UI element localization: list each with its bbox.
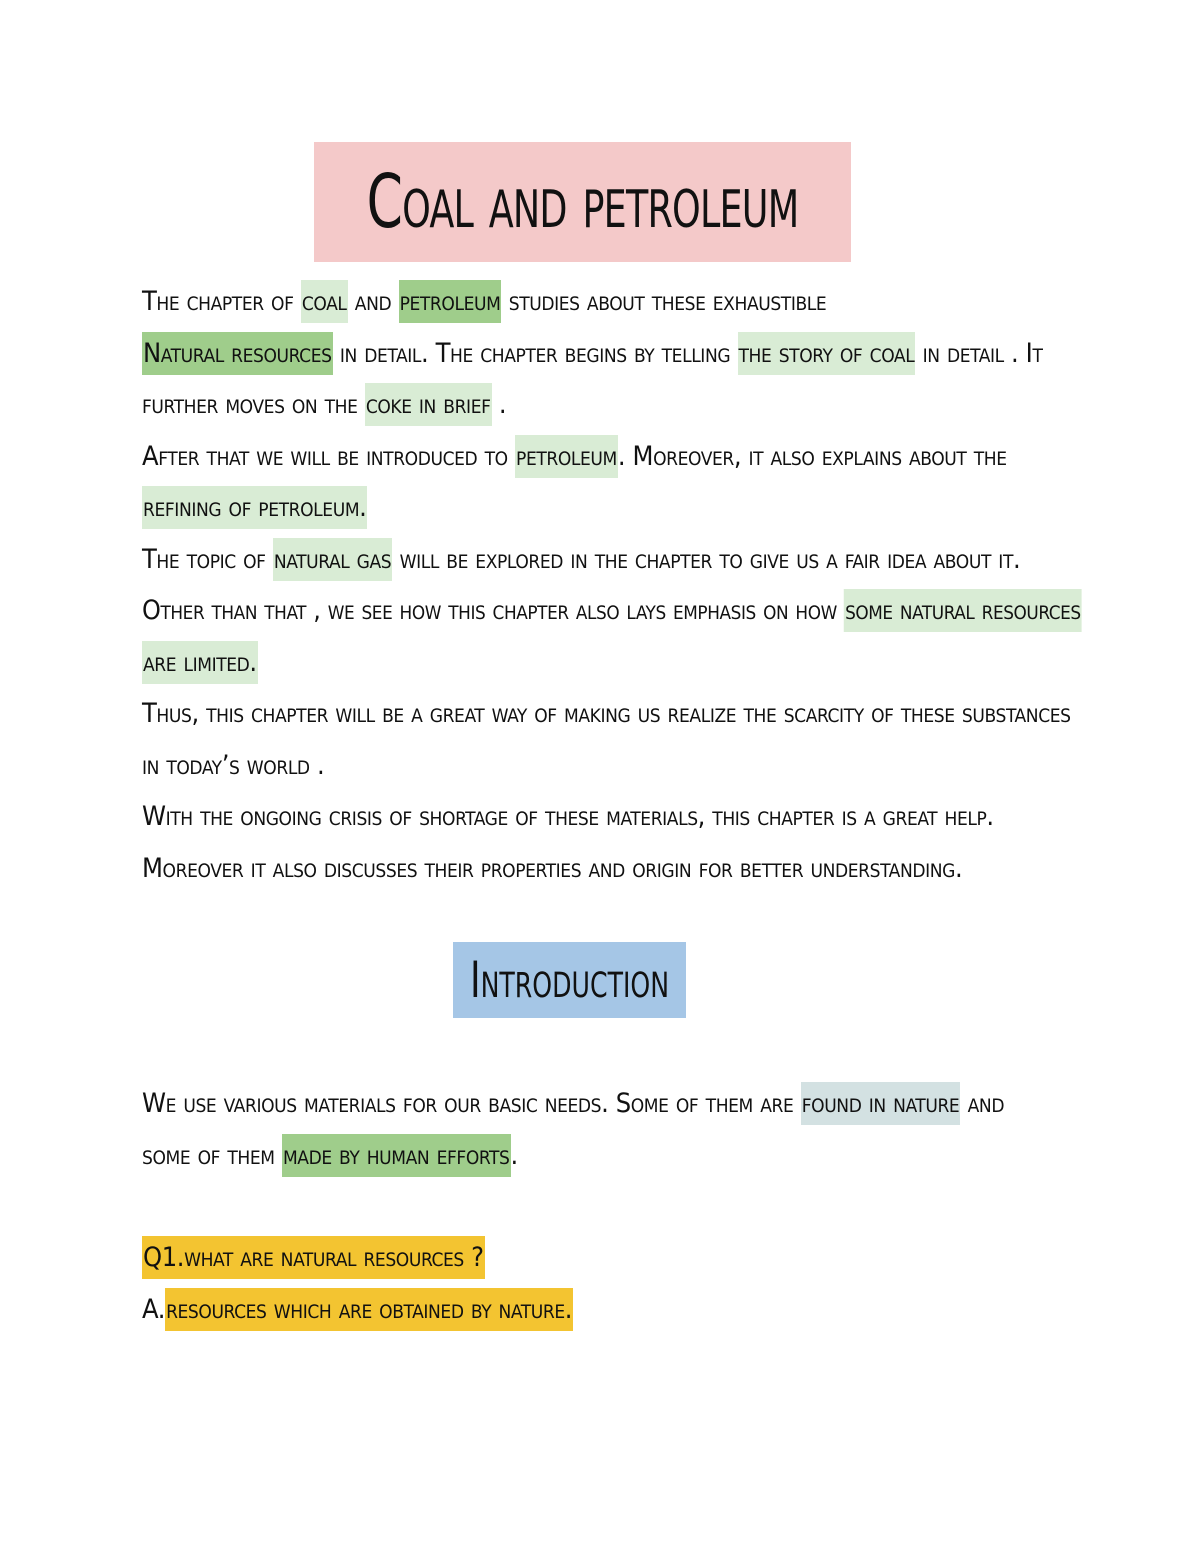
highlight-coal: coal xyxy=(301,280,348,323)
text-line xyxy=(142,328,1082,380)
text-run: studies about these exhaustible xyxy=(501,286,827,317)
text-run: . Moreover, it also explains about the xyxy=(617,440,1007,472)
text-line xyxy=(142,1130,1082,1182)
text-run: We use various materials for our basic needs. Some of them are xyxy=(142,1088,801,1119)
text-run: in detail. The chapter begins by telling xyxy=(332,337,738,369)
text-line xyxy=(142,637,1082,689)
text-line xyxy=(142,688,1082,740)
text-line xyxy=(142,843,1082,895)
highlight-coke: coke in brief xyxy=(365,383,492,426)
text-run: in detail . It xyxy=(915,337,1043,369)
text-line xyxy=(142,431,1082,483)
text-run: will be explored in the chapter to give us a fair idea about it. xyxy=(392,543,1021,575)
highlight-petroleum: petroleum xyxy=(399,280,502,323)
text-line xyxy=(142,585,1081,637)
text-run: in today’s world . xyxy=(142,749,325,781)
highlight-some-natural-resources: some natural resources xyxy=(844,589,1082,632)
text-run: The chapter of xyxy=(142,286,301,317)
highlight-natural-gas: natural gas xyxy=(273,538,392,581)
highlight-are-limited: are limited. xyxy=(142,641,258,684)
text-run: With the ongoing crisis of shortage of these materials, this chapter is a great help. xyxy=(142,801,994,832)
highlight-found-in-nature: found in nature xyxy=(801,1082,961,1125)
highlight-natural-resources: Natural resources xyxy=(142,332,333,375)
text-run: and xyxy=(960,1088,1005,1119)
text-run: . xyxy=(491,389,507,420)
answer-prefix: A. xyxy=(142,1293,166,1325)
text-line xyxy=(142,379,1082,431)
highlight-refining: refining of petroleum. xyxy=(142,486,367,529)
text-run: The topic of xyxy=(142,543,273,575)
text-run: some of them xyxy=(142,1139,282,1171)
page-title: Coal and petroleum xyxy=(366,159,799,245)
intro-paragraph xyxy=(142,276,1082,894)
text-run: Other than that , we see how this chapter also lays emphasis on how xyxy=(142,595,845,626)
answer-text: resources which are obtained by nature. xyxy=(165,1288,573,1331)
section-title: Introduction xyxy=(469,951,670,1009)
text-line xyxy=(142,1078,1082,1130)
answer-line xyxy=(142,1284,1082,1336)
text-run: Moreover it also discusses their properties and origin for better understanding. xyxy=(142,852,963,884)
question-line xyxy=(142,1232,1082,1284)
text-run: and xyxy=(347,286,399,317)
text-line xyxy=(142,276,1082,328)
highlight-petroleum-2: petroleum xyxy=(515,435,618,478)
text-run: further moves on the xyxy=(142,389,365,420)
highlight-story-of-coal: the story of coal xyxy=(738,332,916,375)
text-run: After that we will be introduced to xyxy=(142,440,516,472)
highlight-human-efforts: made by human efforts xyxy=(282,1134,511,1177)
text-line xyxy=(142,791,1082,843)
text-line xyxy=(142,534,1082,586)
question-text: Q1.what are natural resources ? xyxy=(142,1236,485,1279)
text-run: . xyxy=(510,1139,518,1171)
text-line xyxy=(142,740,1082,792)
text-line xyxy=(142,482,1082,534)
materials-paragraph xyxy=(142,1078,1082,1181)
qa-block xyxy=(142,1232,1082,1335)
text-run: Thus, this chapter will be a great way of making us realize the scarcity of these substances xyxy=(142,698,1071,729)
